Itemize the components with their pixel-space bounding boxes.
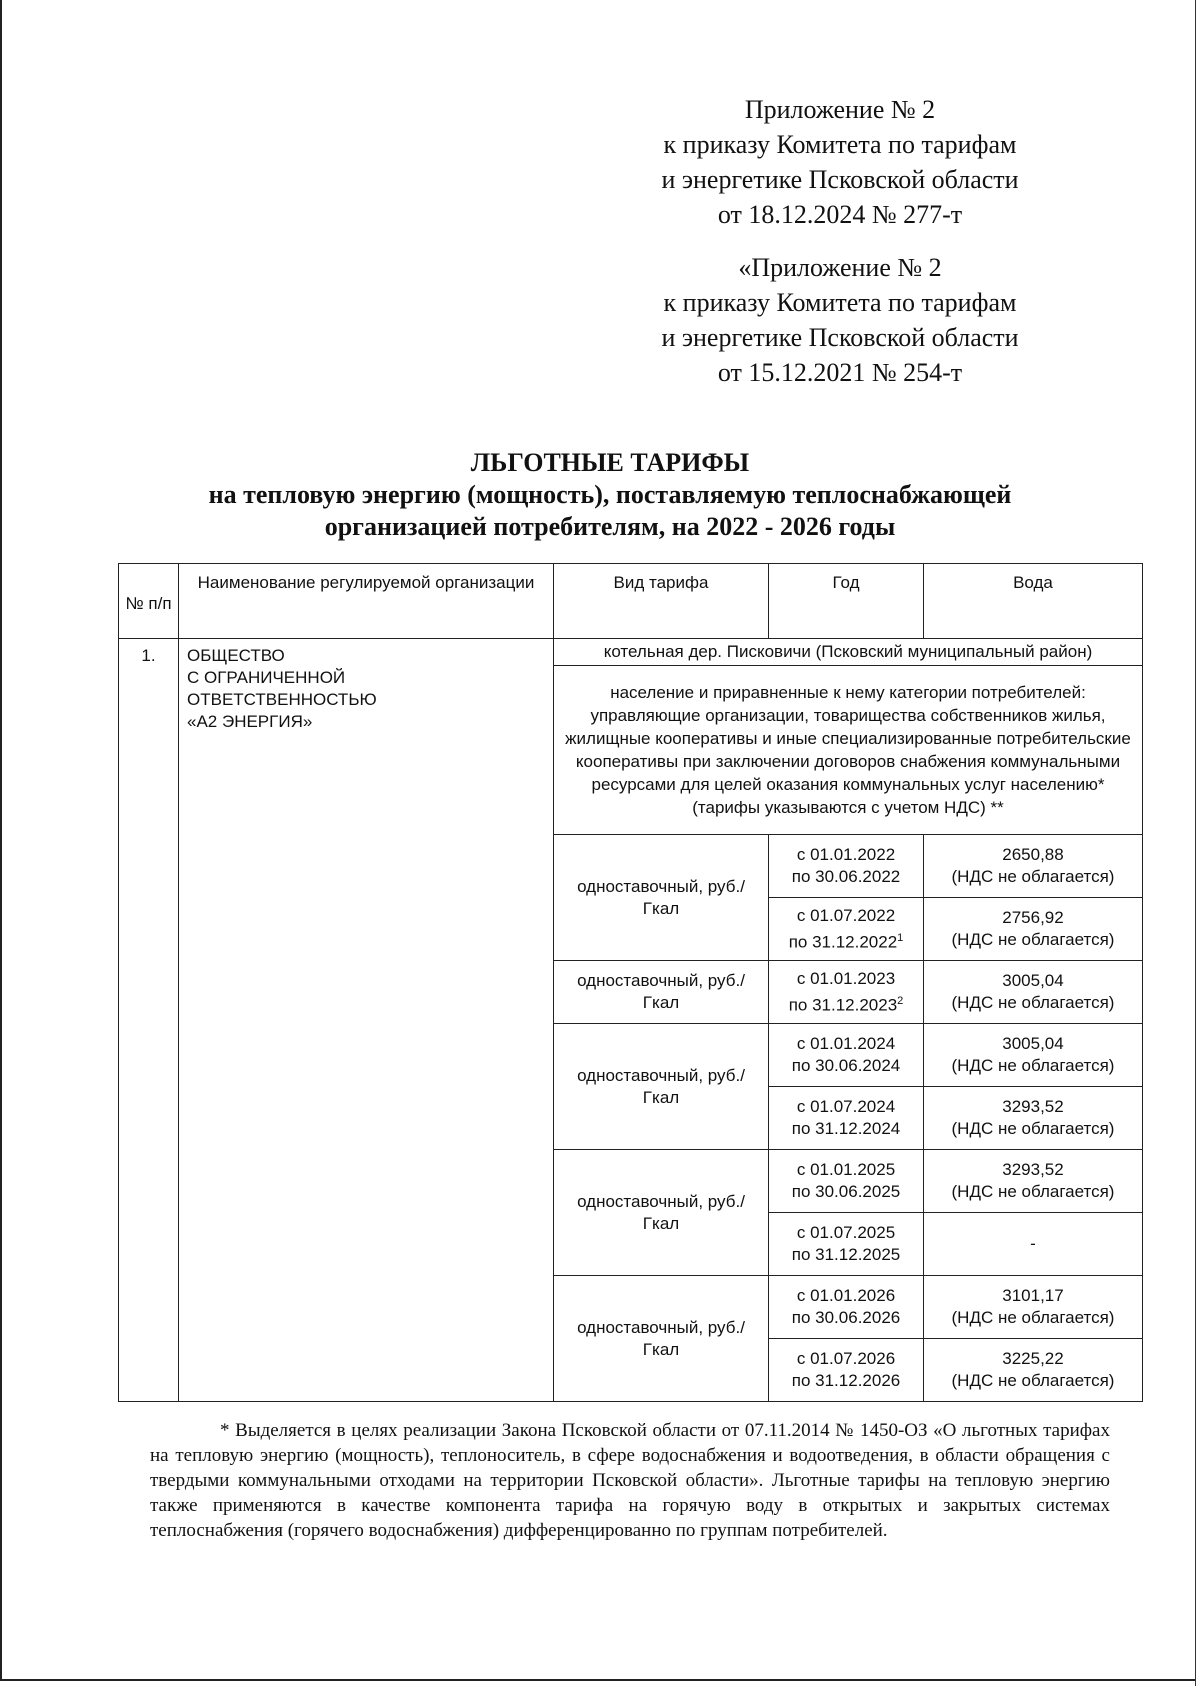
value-cell (924, 961, 1143, 1024)
period-from: с 01.07.2024 (796, 1097, 896, 1116)
tariff-value: 3005,04 (1002, 971, 1064, 990)
footnote-text: * Выделяется в целях реализации Закона Псковской области от 07.11.2014 № 1450-ОЗ «О льготных тарифах на тепловую энергию (мощность), теплоноситель, в сфере водоснабжения и водоотведения, в области обращения с твердыми коммунальными отходами на территории Псковской области». Льготные тарифы на тепловую энергию также применяются в качестве компонента тарифа на горячую воду в открытых и закрытых системах теплоснабжения (горячего водоснабжения) дифференцированно по группам потребителей. (150, 1420, 1110, 1541)
period-cell (769, 1150, 924, 1213)
period-cell (769, 1213, 924, 1276)
tariff-value: 3293,52 (1002, 1160, 1064, 1179)
table-row (119, 639, 1143, 666)
tariff-type-cell: одноставочный, руб./Гкал (554, 961, 769, 1024)
value-cell (924, 1276, 1143, 1339)
vat-note: (НДС не облагается) (951, 930, 1115, 949)
period-to: по 30.06.2026 (791, 1308, 901, 1327)
period-to: по 31.12.2023 (788, 995, 898, 1015)
tariff-type-cell: одноставочный, руб./Гкал (554, 1024, 769, 1150)
consumer-category: население и приравненные к нему категории потребителей: управляющие организации, товарищества собственников жилья, жилищные кооперативы и иные специализированные потребительские кооперативы при заключении договоров снабжения коммунальными ресурсами для целей оказания коммунальных услуг населению* (тарифы указываются с учетом НДС) ** (554, 666, 1143, 835)
vat-note: (НДС не облагается) (951, 1182, 1115, 1201)
row-number: 1. (119, 639, 179, 1402)
tariff-value: 3225,22 (1002, 1349, 1064, 1368)
period-from: с 01.07.2026 (796, 1349, 896, 1368)
page-border-right (1195, 0, 1196, 1686)
footnote-mark: 1 (897, 931, 904, 944)
period-to: по 30.06.2022 (791, 867, 901, 886)
appendix-header-current (600, 92, 1080, 232)
organization-line: ОТВЕТСТВЕННОСТЬЮ (187, 690, 377, 709)
appendix-header-line: и энергетике Псковской области (661, 323, 1019, 352)
table-header-row (119, 564, 1143, 639)
tariff-value: 2756,92 (1002, 908, 1064, 927)
period-to: по 30.06.2025 (791, 1182, 901, 1201)
header-year: Год (769, 564, 924, 639)
vat-note: (НДС не облагается) (951, 993, 1115, 1012)
organization-name (179, 639, 554, 1402)
tariff-table (118, 563, 1143, 1402)
vat-note: (НДС не облагается) (951, 1119, 1115, 1138)
header-tariff-type: Вид тарифа (554, 564, 769, 639)
period-cell (769, 1339, 924, 1402)
period-cell (769, 898, 924, 961)
appendix-header-line: от 18.12.2024 № 277-т (717, 200, 963, 229)
appendix-header-line: к приказу Комитета по тарифам (663, 288, 1017, 317)
tariff-value: 3005,04 (1002, 1034, 1064, 1053)
title-line: на тепловую энергию (мощность), поставляемую теплоснабжающей (208, 480, 1012, 509)
value-cell (924, 898, 1143, 961)
period-from: с 01.07.2025 (796, 1223, 896, 1242)
vat-note: (НДС не облагается) (951, 1056, 1115, 1075)
value-cell (924, 1087, 1143, 1150)
vat-note: (НДС не облагается) (951, 1371, 1115, 1390)
appendix-header-original (600, 250, 1080, 390)
period-to: по 30.06.2024 (791, 1056, 901, 1075)
value-cell (924, 835, 1143, 898)
vat-note: (НДС не облагается) (951, 867, 1115, 886)
organization-line: С ОГРАНИЧЕННОЙ (187, 668, 346, 687)
vat-note: (НДС не облагается) (951, 1308, 1115, 1327)
appendix-header-line: и энергетике Псковской области (661, 165, 1019, 194)
period-to: по 31.12.2025 (791, 1245, 901, 1264)
tariff-type-cell: одноставочный, руб./Гкал (554, 835, 769, 961)
period-from: с 01.01.2023 (796, 968, 896, 988)
appendix-header-line: «Приложение № 2 (738, 253, 942, 282)
document-title (150, 447, 1070, 543)
appendix-header-line: от 15.12.2021 № 254-т (717, 358, 963, 387)
period-from: с 01.01.2025 (796, 1160, 896, 1179)
title-line: ЛЬГОТНЫЕ ТАРИФЫ (470, 448, 750, 477)
value-cell (924, 1339, 1143, 1402)
period-from: с 01.07.2022 (796, 905, 896, 925)
period-to: по 31.12.2026 (791, 1371, 901, 1390)
boiler-location: котельная дер. Писковичи (Псковский муниципальный район) (554, 639, 1143, 666)
header-organization: Наименование регулируемой организации (179, 564, 554, 639)
tariff-value: 2650,88 (1002, 845, 1064, 864)
period-to: по 31.12.2022 (788, 932, 898, 952)
value-cell (924, 1150, 1143, 1213)
organization-line: «А2 ЭНЕРГИЯ» (187, 712, 313, 731)
tariff-value: 3293,52 (1002, 1097, 1064, 1116)
organization-line: ОБЩЕСТВО (187, 646, 285, 665)
tariff-value: - (1030, 1234, 1036, 1253)
period-cell (769, 961, 924, 1024)
header-num: № п/п (119, 564, 179, 639)
tariff-type-cell: одноставочный, руб./Гкал (554, 1150, 769, 1276)
header-water: Вода (924, 564, 1143, 639)
period-cell (769, 1276, 924, 1339)
period-cell (769, 1087, 924, 1150)
period-cell (769, 1024, 924, 1087)
tariff-value: 3101,17 (1002, 1286, 1064, 1305)
footnote-mark: 2 (897, 994, 904, 1007)
tariff-type-cell: одноставочный, руб./Гкал (554, 1276, 769, 1402)
value-cell (924, 1213, 1143, 1276)
period-from: с 01.01.2024 (796, 1034, 896, 1053)
title-line: организацией потребителям, на 2022 - 2026 годы (324, 512, 896, 541)
period-cell (769, 835, 924, 898)
appendix-header-line: Приложение № 2 (744, 95, 936, 124)
period-from: с 01.01.2026 (796, 1286, 896, 1305)
period-to: по 31.12.2024 (791, 1119, 901, 1138)
value-cell (924, 1024, 1143, 1087)
appendix-header-line: к приказу Комитета по тарифам (663, 130, 1017, 159)
period-from: с 01.01.2022 (796, 845, 896, 864)
